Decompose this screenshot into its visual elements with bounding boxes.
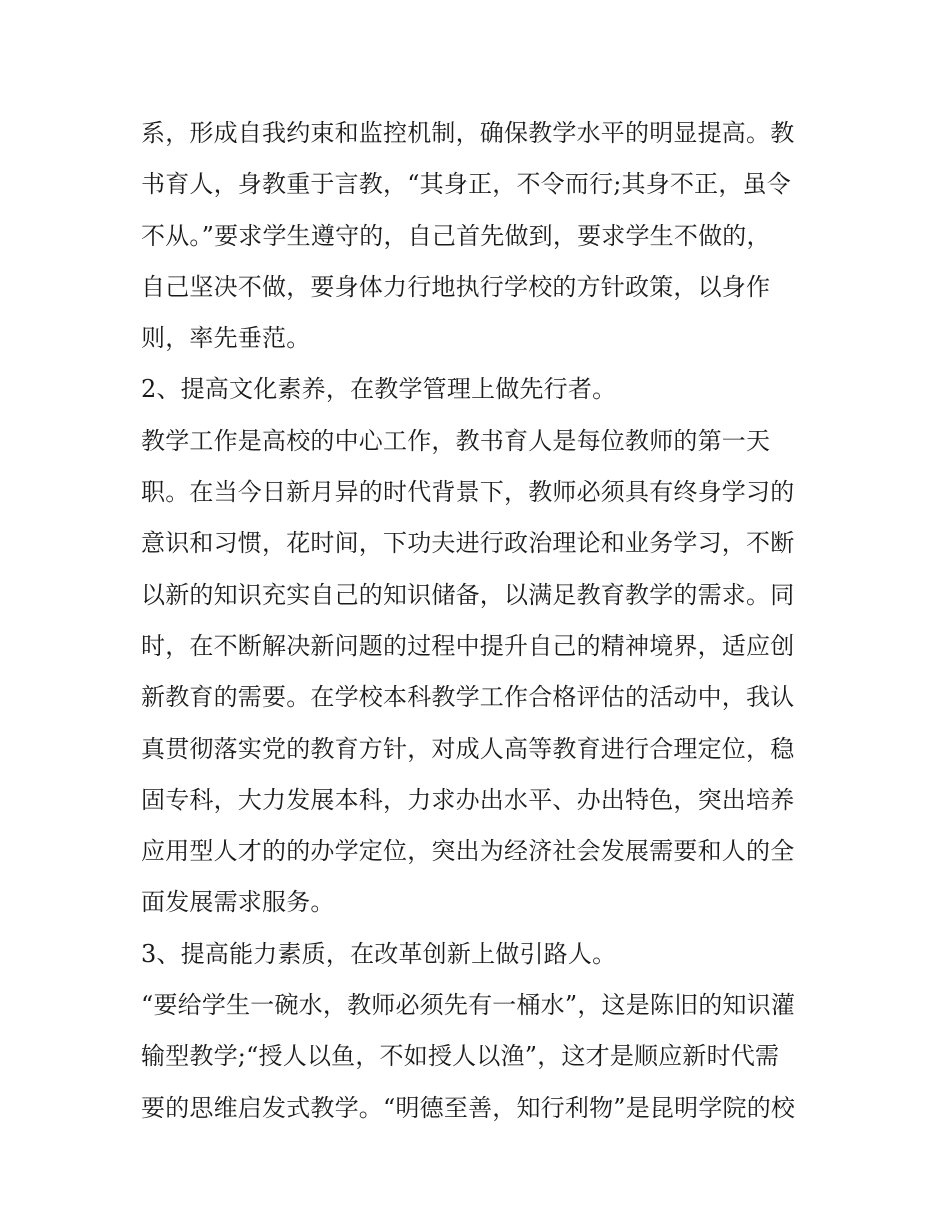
section-heading-3: 3、提高能力素质，在改革创新上做引路人。 — [141, 939, 617, 968]
body-text — [141, 108, 821, 1134]
text-line: 以新的知识充实自己的知识储备，以满足教育教学的需求。同 — [141, 580, 795, 609]
text-line: 新教育的需要。在学校本科教学工作合格评估的活动中，我认 — [141, 683, 795, 712]
text-line: 应用型人才的的办学定位，突出为经济社会发展需要和人的全 — [141, 837, 795, 866]
text-line: 要的思维启发式教学。“明德至善，知行利物”是昆明学院的校 — [141, 1093, 796, 1122]
text-line: 时，在不断解决新问题的过程中提升自己的精神境界，适应创 — [141, 631, 795, 660]
text-line: 不从。”要求学生遵守的，自己首先做到，要求学生不做的， — [141, 221, 771, 250]
text-line: 职。在当今日新月异的时代背景下，教师必须具有终身学习的 — [141, 478, 795, 507]
text-line: 则，率先垂范。 — [141, 324, 311, 353]
section-heading-2: 2、提高文化素养，在教学管理上做先行者。 — [141, 375, 617, 404]
text-line: 面发展需求服务。 — [141, 888, 335, 917]
text-line: 系，形成自我约束和监控机制，确保教学水平的明显提高。教 — [141, 119, 795, 147]
text-line: 自己坚决不做，要身体力行地执行学校的方针政策，以身作 — [141, 272, 771, 301]
text-line: 教学工作是高校的中心工作，教书育人是每位教师的第一天 — [141, 426, 771, 455]
text-line: 固专科，大力发展本科，力求办出水平、办出特色，突出培养 — [141, 785, 795, 814]
text-line: 输型教学;“授人以鱼，不如授人以渔”，这才是顺应新时代需 — [141, 1042, 780, 1071]
text-line: 书育人，身教重于言教，“其身正，不令而行;其身不正，虽令 — [141, 170, 791, 199]
text-line: “要给学生一碗水，教师必须先有一桶水”，这是陈旧的知识灌 — [141, 991, 796, 1020]
text-line: 真贯彻落实党的教育方针，对成人高等教育进行合理定位，稳 — [141, 734, 795, 763]
text-line: 意识和习惯，花时间，下功夫进行政治理论和业务学习，不断 — [141, 529, 795, 558]
